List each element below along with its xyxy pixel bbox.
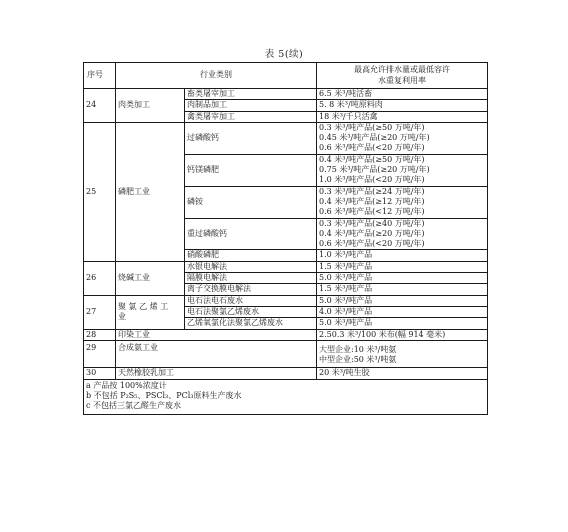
sub-category: 隔膜电解法	[185, 273, 317, 284]
value-cell: 5.0 米³/吨产品	[317, 295, 488, 306]
sub-category: 钙镁磷肥	[185, 154, 317, 186]
industry-name: 磷肥工业	[116, 122, 185, 261]
table-row	[84, 89, 488, 100]
value-line: 0.6 米³/吨产品(<20 万吨/年)	[319, 239, 425, 249]
sub-category: 肉制品加工	[185, 100, 317, 111]
note-a: a 产品按 100%浓度计	[86, 380, 167, 390]
row-number: 27	[84, 295, 116, 329]
sub-category: 畜类屠宰加工	[185, 89, 317, 100]
note-c: c 不包括三氯乙醛生产废水	[86, 401, 182, 411]
emission-standards-table	[83, 62, 488, 415]
value-cell: 5.0 米³/吨产品	[317, 273, 488, 284]
value-cell: 1.0 米³/吨产品	[317, 250, 488, 261]
value-line: 1.0 米³/吨产品(<20 万吨/年)	[319, 175, 425, 185]
industry-name	[116, 295, 185, 329]
industry-name: 合成氨工业	[116, 340, 317, 368]
value-line: 0.4 米³/吨产品(≥20 万吨/年)	[319, 228, 425, 238]
industry-name-line2: 业	[118, 312, 126, 322]
table-notes	[84, 379, 488, 414]
value-line: 中型企业:50 米³/吨氨	[319, 355, 397, 365]
sub-category: 磷铵	[185, 186, 317, 218]
value-cell	[317, 122, 488, 154]
value-line: 0.4 米³/吨产品(≥12 万吨/年)	[319, 196, 425, 206]
row-number: 30	[84, 368, 116, 379]
industry-name: 天然橡胶乳加工	[116, 368, 317, 379]
row-number: 25	[84, 122, 116, 261]
value-cell: 2.50.3 米³/100 米布(幅 914 毫米)	[317, 329, 488, 340]
value-cell: 5. 8 米³/吨原料肉	[317, 100, 488, 111]
sub-category: 硝酸磷肥	[185, 250, 317, 261]
industry-name: 烧碱工业	[116, 261, 185, 295]
value-cell: 18 米³/千只活禽	[317, 111, 488, 122]
industry-name: 肉类加工	[116, 89, 185, 123]
sub-category: 水银电解法	[185, 261, 317, 272]
table-row	[84, 295, 488, 306]
value-cell	[317, 340, 488, 368]
value-line: 0.75 米³/吨产品(≥20 万吨/年)	[319, 165, 430, 175]
table-row	[84, 261, 488, 272]
table-row	[84, 122, 488, 154]
header-row	[84, 63, 488, 89]
value-cell: 4.0 米³/吨产品	[317, 306, 488, 317]
value-cell	[317, 218, 488, 250]
table-title: 表 5(续)	[264, 49, 304, 60]
value-line: 0.45 米³/吨产品(≥20 万吨/年)	[319, 133, 430, 143]
value-cell: 6.5 米³/吨活畜	[317, 89, 488, 100]
value-line: 0.6 米³/吨产品(<20 万吨/年)	[319, 143, 425, 153]
value-line: 0.3 米³/吨产品(≥24 万吨/年)	[319, 186, 425, 196]
value-cell: 5.0 米³/吨产品	[317, 318, 488, 329]
table-row	[84, 340, 488, 368]
header-value	[317, 63, 488, 89]
value-line: 大型企业:10 米³/吨氨	[319, 344, 397, 354]
notes-row	[84, 379, 488, 414]
header-no: 序号	[84, 63, 116, 89]
row-number: 29	[84, 340, 116, 368]
value-line: 0.3 米³/吨产品(≥50 万吨/年)	[319, 122, 425, 132]
sub-category: 过磷酸钙	[185, 122, 317, 154]
row-number: 24	[84, 89, 116, 123]
value-cell	[317, 186, 488, 218]
note-b: b 不包括 P₂S₅、PSCl₃、PCl₃原料生产废水	[86, 391, 242, 401]
industry-name-line1: 聚 氯 乙 烯 工	[118, 301, 169, 311]
value-cell: 1.5 米³/吨产品	[317, 284, 488, 295]
sub-category: 电石法电石废水	[185, 295, 317, 306]
sub-category: 禽类屠宰加工	[185, 111, 317, 122]
header-industry: 行业类别	[116, 63, 317, 89]
value-line: 0.6 米³/吨产品(<12 万吨/年)	[319, 207, 425, 217]
sub-category: 乙烯氧氯化法聚氯乙烯废水	[185, 318, 317, 329]
row-number: 26	[84, 261, 116, 295]
value-cell: 1.5 米³/吨产品	[317, 261, 488, 272]
table-row	[84, 329, 488, 340]
value-line: 0.3 米³/吨产品(≥40 万吨/年)	[319, 218, 425, 228]
row-number: 28	[84, 329, 116, 340]
sub-category: 重过磷酸钙	[185, 218, 317, 250]
header-value-line1: 最高允许排水量或最低容许	[354, 65, 450, 75]
table-row	[84, 368, 488, 379]
value-line: 0.4 米³/吨产品(≥50 万吨/年)	[319, 154, 425, 164]
sub-category: 离子交换膜电解法	[185, 284, 317, 295]
header-value-line2: 水重复利用率	[378, 75, 426, 85]
sub-category: 电石法聚氯乙烯废水	[185, 306, 317, 317]
industry-name: 印染工业	[116, 329, 317, 340]
value-cell: 20 米³/吨生胶	[317, 368, 488, 379]
value-cell	[317, 154, 488, 186]
